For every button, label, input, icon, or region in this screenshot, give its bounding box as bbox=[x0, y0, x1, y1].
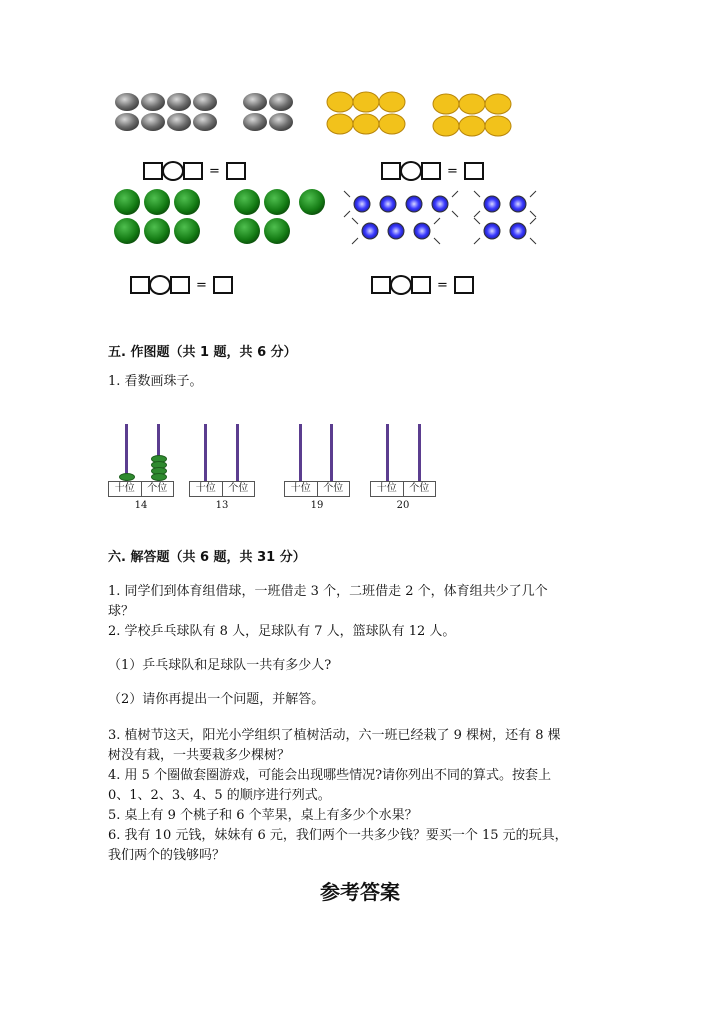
section6-q6-line2: 我们两个的钱够吗？ bbox=[108, 848, 226, 863]
result-box[interactable] bbox=[226, 162, 246, 180]
abacus-number: 13 bbox=[215, 500, 229, 511]
tens-rod bbox=[299, 424, 302, 481]
equals-sign: = bbox=[196, 277, 207, 293]
ones-label: 个位 bbox=[228, 483, 249, 494]
ones-rod bbox=[236, 424, 239, 481]
equation-coins bbox=[381, 161, 484, 181]
operator-circle[interactable] bbox=[162, 161, 184, 181]
section6-heading: 六. 解答题（共 6 题，共 31 分） bbox=[108, 550, 306, 565]
section6-q3-line2: 树没有栽，一共要栽多少棵树？ bbox=[108, 748, 291, 763]
answer-box[interactable] bbox=[421, 162, 441, 180]
equals-sign: = bbox=[447, 163, 458, 179]
answer-box[interactable] bbox=[183, 162, 203, 180]
section6-q2: 2. 学校乒乓球队有 8 人，足球队有 7 人，篮球队有 12 人。 bbox=[108, 624, 456, 639]
tens-rod bbox=[204, 424, 207, 481]
result-box[interactable] bbox=[213, 276, 233, 294]
section6-q4-line2: 0、1、2、3、4、5 的顺序进行列式。 bbox=[108, 788, 331, 803]
tens-label: 十位 bbox=[371, 482, 404, 496]
ones-label: 个位 bbox=[323, 483, 344, 494]
coin-group-right bbox=[433, 94, 511, 136]
section6-q6-line1: 6. 我有 10 元钱，妹妹有 6 元，我们两个一共多少钱？要买一个 15 元的玩具， bbox=[108, 828, 568, 843]
section6-q2-sub1: （1）乒乓球队和足球队一共有多少人? bbox=[108, 658, 332, 673]
operator-circle[interactable] bbox=[390, 275, 412, 295]
result-box[interactable] bbox=[464, 162, 484, 180]
coin-group-left bbox=[327, 92, 405, 134]
bead bbox=[151, 473, 167, 481]
equation-stones bbox=[143, 161, 246, 181]
place-value-frame bbox=[189, 481, 255, 497]
equals-sign: = bbox=[209, 163, 220, 179]
place-value-frame bbox=[108, 481, 174, 497]
abacus-number: 14 bbox=[134, 500, 148, 511]
tens-label: 十位 bbox=[285, 482, 318, 496]
spider-group-left bbox=[344, 191, 458, 244]
equals-sign: = bbox=[437, 277, 448, 293]
section6-q1-line1: 1. 同学们到体育组借球，一班借走 3 个，二班借走 2 个，体育组共少了几个 bbox=[108, 584, 548, 599]
section6-q4-line1: 4. 用 5 个圈做套圈游戏，可能会出现哪些情况?请你列出不同的算式。按套上 bbox=[108, 768, 552, 783]
tens-label: 十位 bbox=[190, 482, 223, 496]
tens-label: 十位 bbox=[109, 482, 142, 496]
abacus-number: 19 bbox=[310, 500, 324, 511]
section5-question-1: 1. 看数画珠子。 bbox=[108, 374, 203, 389]
answer-box[interactable] bbox=[381, 162, 401, 180]
equation-spiders bbox=[371, 275, 474, 295]
section6-q2-sub2: （2）请你再提出一个问题，并解答。 bbox=[108, 692, 325, 707]
melon-group-left bbox=[114, 189, 200, 244]
bead bbox=[119, 473, 135, 481]
answer-box[interactable] bbox=[411, 276, 431, 294]
abacus-number: 20 bbox=[396, 500, 410, 511]
tens-rod bbox=[386, 424, 389, 481]
section6-q1-line2: 球？ bbox=[108, 604, 135, 619]
stone-group-right bbox=[243, 93, 293, 131]
answer-box[interactable] bbox=[170, 276, 190, 294]
ones-label: 个位 bbox=[147, 483, 168, 494]
operator-circle[interactable] bbox=[149, 275, 171, 295]
section5-heading: 五. 作图题（共 1 题，共 6 分） bbox=[108, 345, 297, 360]
operator-circle[interactable] bbox=[400, 161, 422, 181]
answer-box[interactable] bbox=[371, 276, 391, 294]
ones-rod bbox=[330, 424, 333, 481]
spider-group-right bbox=[474, 191, 536, 244]
place-value-frame bbox=[370, 481, 436, 497]
place-value-frame bbox=[284, 481, 350, 497]
answer-box[interactable] bbox=[130, 276, 150, 294]
melon-group-right bbox=[234, 189, 325, 244]
section6-q3-line1: 3. 植树节这天，阳光小学组织了植树活动，六一班已经栽了 9 棵树，还有 8 棵 bbox=[108, 728, 561, 743]
section6-q5: 5. 桌上有 9 个桃子和 6 个苹果，桌上有多少个水果？ bbox=[108, 808, 418, 823]
stone-group-left bbox=[115, 93, 217, 131]
ones-label: 个位 bbox=[409, 483, 430, 494]
ones-rod bbox=[418, 424, 421, 481]
answers-title: 参考答案 bbox=[320, 880, 400, 904]
answer-box[interactable] bbox=[143, 162, 163, 180]
equation-melons bbox=[130, 275, 233, 295]
result-box[interactable] bbox=[454, 276, 474, 294]
